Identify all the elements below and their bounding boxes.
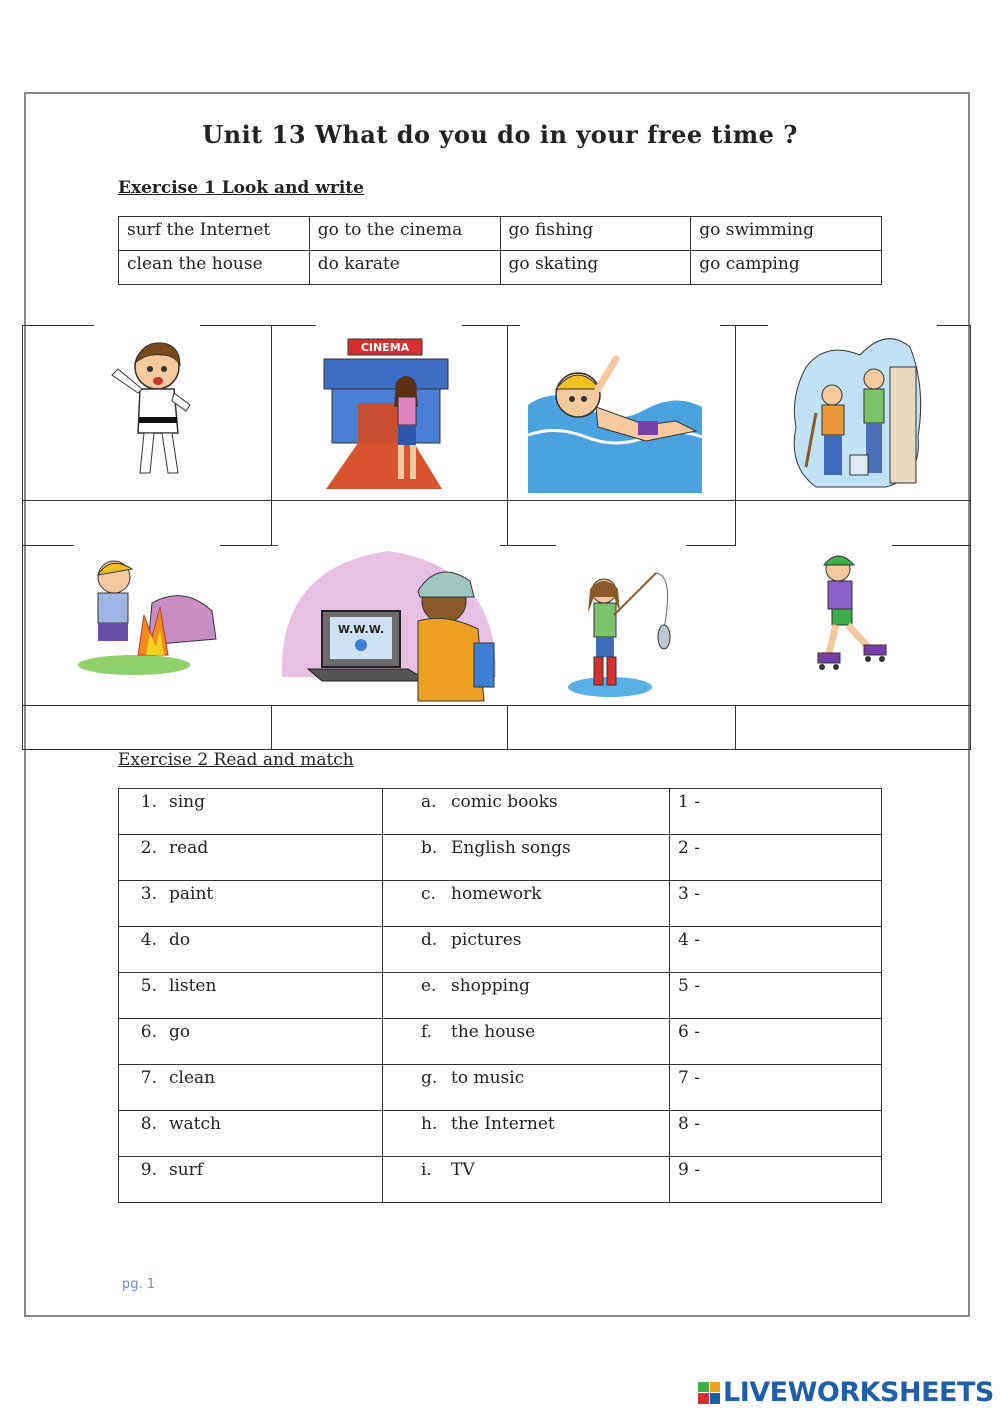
liveworksheets-brand <box>698 1377 994 1408</box>
match-row <box>119 881 882 927</box>
verb-cell <box>119 789 383 835</box>
phrase-text: the house <box>451 1022 536 1042</box>
phrase-letter: c. <box>421 884 436 904</box>
phrase-cell <box>383 927 670 973</box>
phrase-text: English songs <box>451 838 571 858</box>
svg-text:CINEMA: CINEMA <box>360 341 410 354</box>
page-title: Unit 13 What do you do in your free time ? <box>202 120 798 149</box>
match-row <box>119 1157 882 1203</box>
match-table <box>118 788 882 1203</box>
svg-text:W.W.W.: W.W.W. <box>337 623 385 636</box>
answer-label: 8 - <box>678 1114 700 1134</box>
word-bank-cell: go skating <box>500 251 691 285</box>
answer-label: 9 - <box>678 1160 700 1180</box>
answer-label: 6 - <box>678 1022 700 1042</box>
liveworksheets-logo-icon <box>698 1382 720 1404</box>
phrase-text: shopping <box>451 976 530 996</box>
skating-boy-picture <box>808 549 898 681</box>
phrase-cell <box>383 881 670 927</box>
verb-text: paint <box>169 884 214 904</box>
word-bank-cell: go fishing <box>500 217 691 251</box>
answer-cell[interactable] <box>670 789 882 835</box>
word-bank-cell: surf the Internet <box>119 217 310 251</box>
word-bank-cell: go to the cinema <box>309 217 500 251</box>
answer-cell[interactable] <box>670 927 882 973</box>
fishing-girl-picture <box>566 569 692 699</box>
answer-cell[interactable] <box>670 1111 882 1157</box>
verb-number: 6. <box>140 1022 157 1042</box>
verb-text: sing <box>169 792 205 812</box>
word-bank-cell: go swimming <box>691 217 882 251</box>
answer-cell[interactable] <box>670 835 882 881</box>
verb-cell <box>119 881 383 927</box>
phrase-cell <box>383 1111 670 1157</box>
exercise2-heading: Exercise 2 Read and match <box>118 750 354 770</box>
answer-cell[interactable] <box>670 973 882 1019</box>
cinema-picture <box>318 337 454 493</box>
phrase-cell <box>383 1019 670 1065</box>
match-row <box>119 1019 882 1065</box>
match-row <box>119 927 882 973</box>
cleaning-house-picture <box>786 327 926 491</box>
verb-cell <box>119 927 383 973</box>
camping-boy-picture <box>74 555 224 699</box>
verb-text: surf <box>169 1160 204 1180</box>
verb-text: read <box>169 838 209 858</box>
phrase-text: comic books <box>451 792 558 812</box>
answer-label: 5 - <box>678 976 700 996</box>
page-number: pg. 1 <box>122 1277 156 1292</box>
verb-number: 8. <box>140 1114 157 1134</box>
picture-grid <box>22 325 971 750</box>
phrase-text: homework <box>451 884 542 904</box>
answer-label: 3 - <box>678 884 700 904</box>
answer-cell[interactable] <box>670 881 882 927</box>
phrase-cell <box>383 835 670 881</box>
phrase-letter: e. <box>421 976 437 996</box>
phrase-letter: h. <box>421 1114 438 1134</box>
verb-number: 2. <box>140 838 157 858</box>
match-row <box>119 1065 882 1111</box>
phrase-letter: f. <box>421 1022 433 1042</box>
answer-cell[interactable] <box>670 1019 882 1065</box>
phrase-cell <box>383 1157 670 1203</box>
verb-number: 3. <box>140 884 157 904</box>
verb-text: watch <box>169 1114 221 1134</box>
word-bank-row <box>119 217 882 251</box>
verb-cell <box>119 973 383 1019</box>
answer-label: 2 - <box>678 838 700 858</box>
verb-number: 1. <box>140 792 157 812</box>
word-bank-cell: do karate <box>309 251 500 285</box>
word-bank-row <box>119 251 882 285</box>
phrase-text: the Internet <box>451 1114 555 1134</box>
verb-text: clean <box>169 1068 216 1088</box>
phrase-letter: a. <box>421 792 437 812</box>
verb-cell <box>119 835 383 881</box>
brand-text: LIVEWORKSHEETS <box>723 1377 994 1408</box>
match-row <box>119 1111 882 1157</box>
verb-text: listen <box>169 976 217 996</box>
word-bank-cell: go camping <box>691 251 882 285</box>
match-row <box>119 789 882 835</box>
match-row <box>119 835 882 881</box>
verb-cell <box>119 1111 383 1157</box>
verb-text: go <box>169 1022 191 1042</box>
verb-text: do <box>169 930 191 950</box>
verb-cell <box>119 1019 383 1065</box>
phrase-text: pictures <box>451 930 522 950</box>
answer-cell[interactable] <box>670 1065 882 1111</box>
match-row <box>119 973 882 1019</box>
verb-number: 9. <box>140 1160 157 1180</box>
phrase-text: to music <box>451 1068 525 1088</box>
exercise1-heading: Exercise 1 Look and write <box>118 178 364 198</box>
answer-cell[interactable] <box>670 1157 882 1203</box>
verb-number: 5. <box>140 976 157 996</box>
phrase-cell <box>383 973 670 1019</box>
answer-label: 7 - <box>678 1068 700 1088</box>
verb-number: 7. <box>140 1068 157 1088</box>
word-bank-cell: clean the house <box>119 251 310 285</box>
phrase-text: TV <box>451 1160 475 1180</box>
verb-cell <box>119 1065 383 1111</box>
phrase-letter: g. <box>421 1068 438 1088</box>
phrase-letter: d. <box>421 930 438 950</box>
verb-cell <box>119 1157 383 1203</box>
word-bank-table <box>118 216 882 285</box>
surfing-internet-picture <box>278 547 500 705</box>
swimming-boy-picture <box>526 345 704 495</box>
answer-label: 4 - <box>678 930 700 950</box>
phrase-cell <box>383 1065 670 1111</box>
answer-label: 1 - <box>678 792 700 812</box>
verb-number: 4. <box>140 930 157 950</box>
phrase-letter: i. <box>421 1160 432 1180</box>
karate-kid-picture <box>102 333 202 479</box>
phrase-letter: b. <box>421 838 438 858</box>
phrase-cell <box>383 789 670 835</box>
